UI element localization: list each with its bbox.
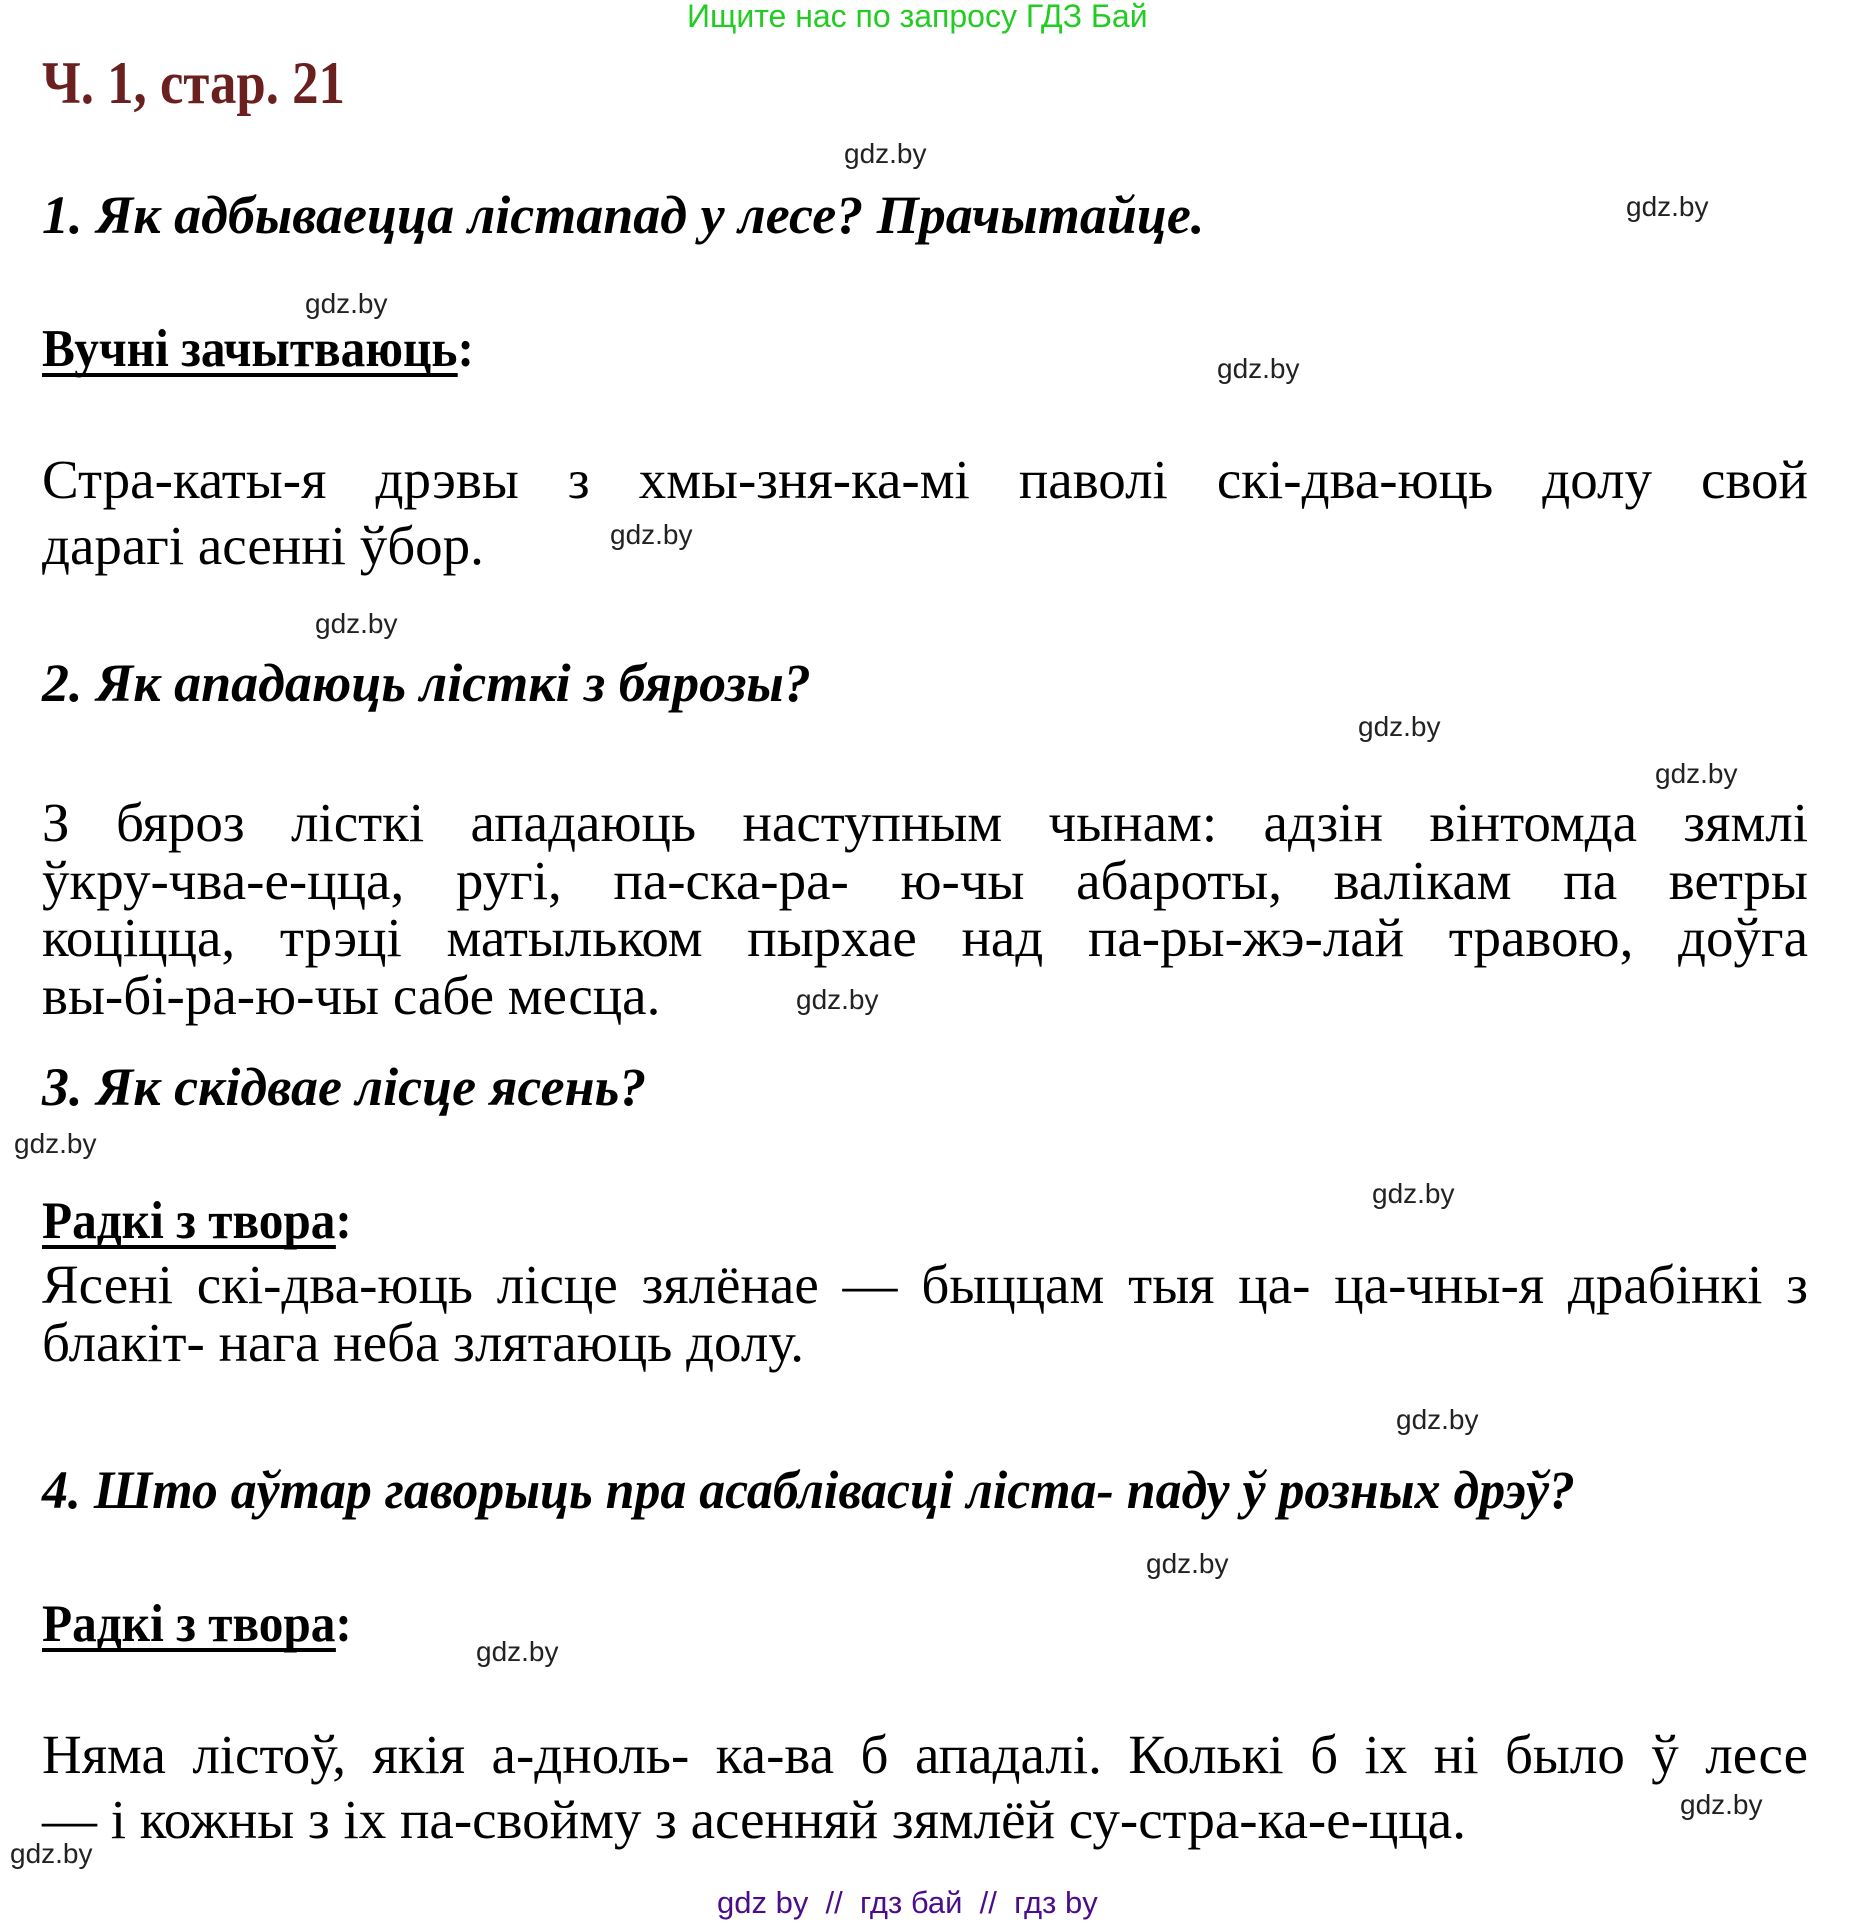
- paragraph-line: Ясені скі-два-юць лісце зялёнае — быццам тыя ца- ца-чны-я драбінкі з: [42, 1254, 1808, 1315]
- watermark: gdz.by: [1217, 353, 1300, 384]
- paragraph-line: дарагі асенні ўбор.: [42, 515, 484, 576]
- answer-heading-1: [42, 320, 474, 378]
- question-3: 3. Як скідвае лісце ясень?: [42, 1057, 647, 1117]
- watermark: gdz.by: [14, 1128, 97, 1159]
- paragraph-line: коціцца, трэці матыльком пырхае над па-ры-жэ-лай травою, доўга: [42, 907, 1808, 968]
- question-1: 1. Як адбываецца лістапад у лесе? Прачытайце.: [42, 185, 1205, 245]
- heading-colon: :: [335, 1192, 352, 1250]
- answer-heading-4: [42, 1595, 352, 1653]
- paragraph-line: вы-бі-ра-ю-чы сабе месца.: [42, 965, 661, 1026]
- watermark: gdz.by: [10, 1838, 93, 1869]
- page-title: Ч. 1, стар. 21: [42, 50, 345, 116]
- watermark: gdz.by: [1626, 191, 1709, 222]
- paragraph-line: — і кожны з іх па-свойму з асенняй зямлёй су-стра-ка-е-цца.: [42, 1789, 1466, 1850]
- watermark: gdz.by: [610, 519, 693, 550]
- search-banner: Ищите нас по запросу ГДЗ Бай: [687, 0, 1148, 34]
- answer-heading-3: [42, 1192, 352, 1250]
- answer-heading-label: Вучні зачытваюць: [42, 320, 458, 378]
- paragraph-line: З бяроз лісткі ападаюць наступным чынам: адзін вінтомда зямлі: [42, 792, 1808, 853]
- watermark: gdz.by: [1372, 1178, 1455, 1209]
- question-4: 4. Што аўтар гаворыць пра асаблівасці ліста- паду ў розных дрэў?: [42, 1460, 1575, 1520]
- watermark: gdz.by: [315, 608, 398, 639]
- answer-heading-label: Радкі з твора: [42, 1595, 336, 1653]
- watermark: gdz.by: [796, 984, 879, 1015]
- watermark: gdz.by: [1655, 758, 1738, 789]
- answer-heading-label: Радкі з твора: [42, 1192, 336, 1250]
- watermark: gdz.by: [1680, 1789, 1763, 1820]
- heading-colon: :: [457, 320, 474, 378]
- paragraph-line: Няма лістоў, якія а-дноль- ка-ва б ападалі. Колькі б іх ні было ў лесе: [42, 1724, 1808, 1785]
- paragraph-line: блакіт- нага неба злятаюць долу.: [42, 1312, 805, 1373]
- paragraph-line: ўкру-чва-е-цца, ругі, па-ска-ра- ю-чы абароты, валікам па ветры: [42, 850, 1808, 911]
- watermark: gdz.by: [305, 288, 388, 319]
- watermark: gdz.by: [1146, 1548, 1229, 1579]
- question-2: 2. Як ападаюць лісткі з бярозы?: [42, 653, 811, 713]
- footer-links: gdz by // гдз бай // гдз by: [717, 1885, 1098, 1920]
- paragraph-line: Стра-каты-я дрэвы з хмы-зня-ка-мі паволі скі-два-юць долу свой: [42, 449, 1808, 510]
- watermark: gdz.by: [476, 1636, 559, 1667]
- watermark: gdz.by: [1358, 711, 1441, 742]
- heading-colon: :: [335, 1595, 352, 1653]
- watermark: gdz.by: [844, 138, 927, 169]
- watermark: gdz.by: [1396, 1404, 1479, 1435]
